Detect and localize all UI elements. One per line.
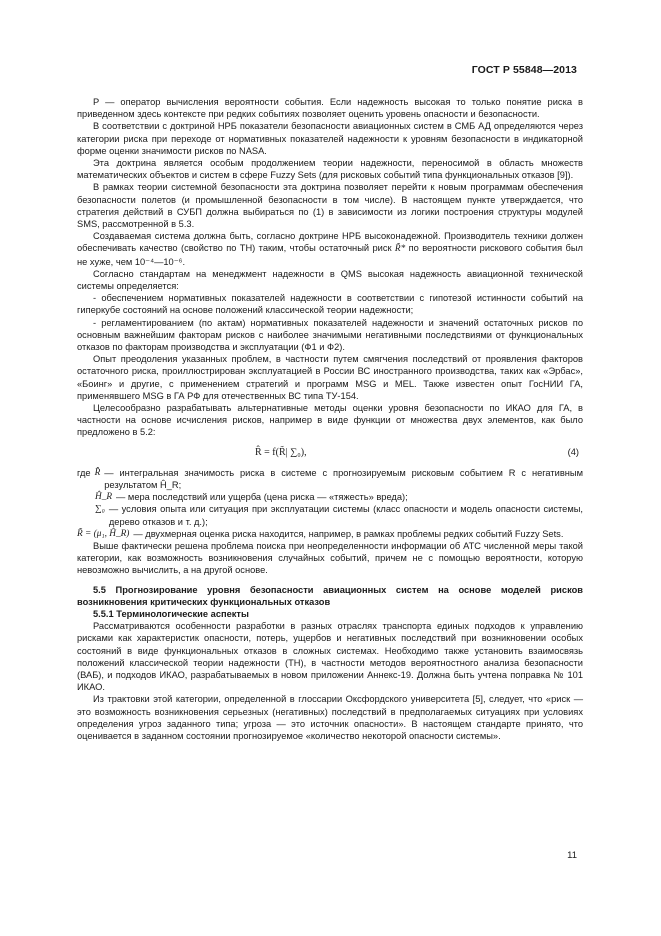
definition-lead: где	[77, 467, 91, 478]
definition-text: — интегральная значимость риска в системе с прогнозируемым рисковым событием R с негативным результатом Ĥ_R;	[104, 467, 583, 490]
spacer	[77, 577, 583, 584]
list-item: - регламентированием (по актам) нормативных показателей надежности и значений остаточных рисков по основным важнейшим факторам рисков с наиболее значимыми негативными последствиями от функциональных отказов по факторам производства и эксплуатации (Ф1 и Ф2).	[77, 317, 583, 353]
definition-text: — мера последствий или ущерба (цена риска — «тяжесть» вреда);	[116, 492, 408, 503]
paragraph: Эта доктрина является особым продолжением теории надежности, переносимой в область множеств математических объектов и систем в сфере Fuzzy Sets (для рисковых событий типа функциональных отказов [9]).	[77, 158, 583, 181]
paragraph: В соответствии с доктриной НРБ показатели безопасности авиационных систем в СМБ АД определяются через категории риска при переходе от нормативных показателей надежности к уровням безопасности в индикаторной форме оценки значимости рисков по NASA.	[77, 121, 583, 156]
definition-symbol: Ĥ_R	[95, 492, 113, 503]
document-header: ГОСТ Р 55848—2013	[471, 64, 577, 76]
definition-text: — условия опыта или ситуация при эксплуатации системы (класс опасности и модель опасности системы, дерево отказов и т. д.);	[108, 504, 583, 527]
section-heading: 5.5 Прогнозирование уровня безопасности авиационных систем на основе моделей рисков возникновения критических функциональных отказов	[77, 584, 583, 607]
definition-symbol: ∑₀	[95, 504, 105, 515]
definition-text: — двухмерная оценка риска находится, например, в рамках проблемы редких событий Fuzzy Sets.	[133, 528, 564, 539]
paragraph: P — оператор вычисления вероятности события. Если надежность высокая то только понятие риска в приведенном здесь контексте при редких событиях позволяет оценить уровень опасности и безопасности.	[77, 97, 583, 120]
subsection-heading: 5.5.1 Терминологические аспекты	[93, 608, 249, 619]
definition-item	[77, 503, 583, 527]
paragraph: Целесообразно разрабатывать альтернативные методы оценки уровня безопасности по ИКАО для ГА, в частности на основе исчисления рисков, например в виде функции от множества двух элементов, как было предложено в 5.2:	[77, 403, 583, 438]
paragraph: Рассматриваются особенности разработки в разных отраслях транспорта единых подходов к управлению рисками как характеристик опасности, потерь, ущербов и негативных последствий при возникновении особых состояний в виде функциональных отказов в сложных системах. Необходимо также установить взаимосвязь положений классической теории надежности (ТН), в частности методов вероятностного анализа безопасности (ВАБ), и подходов ИКАО, разрабатываемых в новом приложении Аннекс-19. Должна быть учтена поправка № 101 ИКАО.	[77, 621, 583, 693]
page-number: 11	[567, 850, 577, 861]
paragraph-text: по вероятности рискового события был не хуже, чем 10⁻⁴—10⁻⁶.	[77, 243, 583, 267]
paragraph: Согласно стандартам на менеджмент надежности в QMS высокая надежность авиационной технической системы определяется:	[77, 268, 583, 292]
definition-symbol: R̃ = (μ₁, Ĥ_R)	[77, 528, 130, 539]
equation-row	[77, 439, 583, 467]
paragraph: В рамках теории системной безопасности эта доктрина позволяет перейти к новым программам обеспечения безопасности полетов (и промышленной безопасности в том числе). В настоящем пункте утверждается, что стратегия действий в СУБП должна выбираться по (1) в зависимости из логики построения структуры модулей SMS, рассмотренной в 5.3.	[77, 182, 583, 230]
paragraph: Опыт преодоления указанных проблем, в частности путем смягчения последствий от проявления факторов остаточного риска, проиллюстрирован эксплуатацией в России ВС иностранного производства, таких как «Эрбас», «Боинг» и другие, с применением стратегий и программ MSG и MEL. Также известен опыт ГосНИИ ГА, применявшего MSG в ГА РФ для отечественных ВС типа ТУ-154.	[77, 354, 583, 401]
equation-formula: R̂ = f(R̃| ∑₀),	[255, 446, 307, 458]
paragraph: Выше фактически решена проблема поиска при неопределенности информации об АТС численной меры такой категории, как возможность возникновения случайных событий, причем не с помощью вероятности, которую невозможно вычислить, а на другой основе.	[77, 540, 583, 576]
residual-risk-symbol: R̃*	[394, 244, 406, 255]
document-body	[77, 96, 583, 742]
definition-item	[77, 467, 583, 491]
equation-number: (4)	[567, 446, 579, 457]
paragraph-residual-risk	[77, 230, 583, 268]
paragraph-text: Создаваемая система должна быть, согласно доктрине НРБ высоконадежной. Производитель техники должен обеспечивать качество (свойство по ТН) таким, чтобы остаточный риск	[77, 231, 583, 254]
definition-symbol: R̂	[94, 467, 101, 478]
list-item: - обеспечением нормативных показателей надежности в соответствии с гипотезой истинности событий на гиперкубе состояний на основе положений классической теории надежности;	[77, 293, 583, 316]
definition-item	[77, 528, 583, 540]
paragraph: Из трактовки этой категории, определенной в глоссарии Оксфордского университета [5], следует, что «риск — это возможность возникновения серьезных (негативных) последствий в предполагаемых ситуациях при условиях определения угроз заданного типа; угроза — это источник опасности». В настоящем стандарте принято, что оценивается в заданном состоянии прогнозируемое «количество некоторой опасности системы».	[77, 694, 583, 741]
definition-item	[77, 491, 583, 503]
